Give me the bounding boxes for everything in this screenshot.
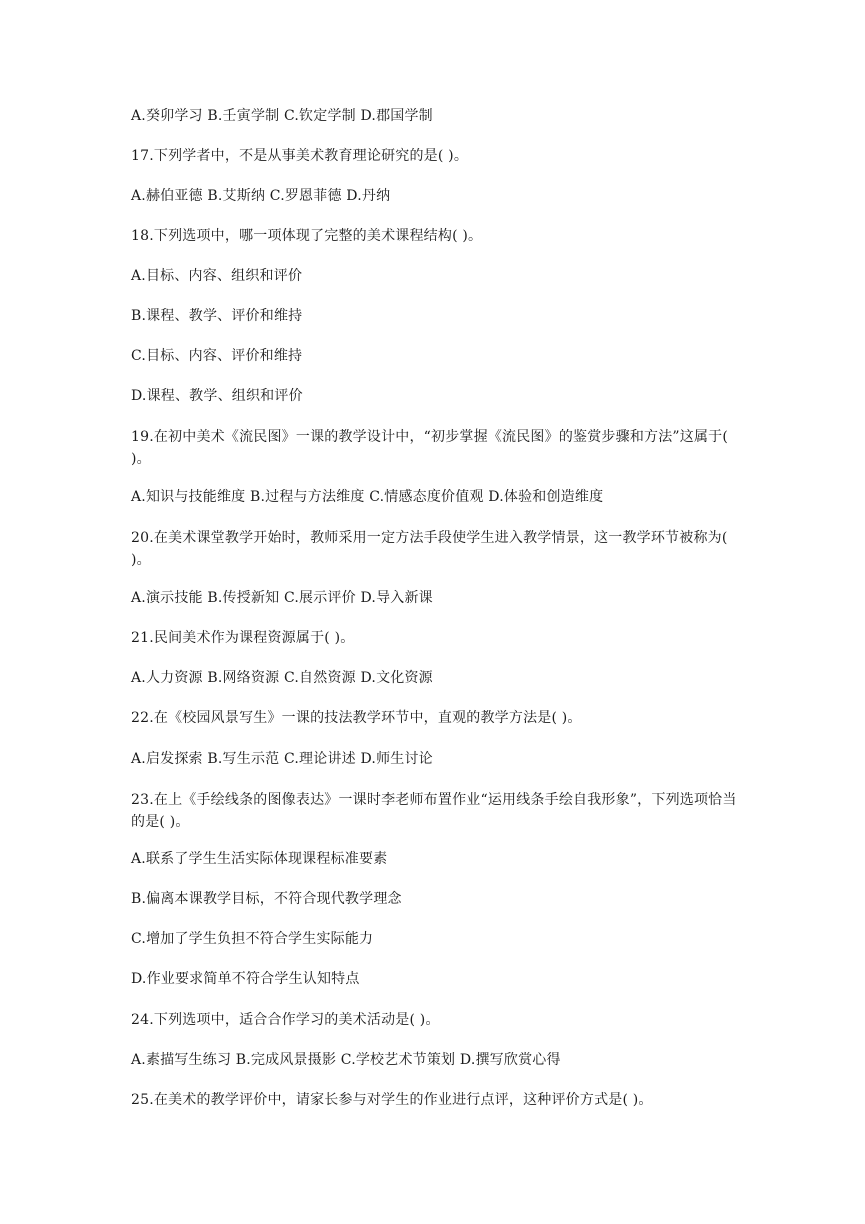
q24-options: A.素描写生练习 B.完成风景摄影 C.学校艺术节策划 D.撰写欣赏心得 <box>131 1052 561 1068</box>
q20-question: 20.在美术课堂教学开始时，教师采用一定方法手段使学生进入教学情景，这一教学环节被称为( )。 <box>131 530 728 568</box>
q22-question: 22.在《校园风景写生》一课的技法教学环节中，直观的教学方法是( )。 <box>131 710 582 726</box>
q23-option-a: A.联系了学生生活实际体现课程标准要素 <box>131 851 388 867</box>
q17-question: 17.下列学者中，不是从事美术教育理论研究的是( )。 <box>131 148 469 164</box>
q21-question: 21.民间美术作为课程资源属于( )。 <box>131 630 355 646</box>
q18-question: 18.下列选项中，哪一项体现了完整的美术课程结构( )。 <box>131 228 483 244</box>
q23-question: 23.在上《手绘线条的图像表达》一课时李老师布置作业“运用线条手绘自我形象”，下列选项恰当的是( )。 <box>131 792 737 830</box>
q22-options: A.启发探索 B.写生示范 C.理论讲述 D.师生讨论 <box>131 751 433 767</box>
q18-option-b: B.课程、教学、评价和维持 <box>131 308 303 324</box>
q21-options: A.人力资源 B.网络资源 C.自然资源 D.文化资源 <box>131 670 433 686</box>
q25-question: 25.在美术的教学评价中，请家长参与对学生的作业进行点评，这种评价方式是( )。 <box>131 1092 653 1108</box>
q16-options: A.癸卯学习 B.壬寅学制 C.钦定学制 D.郡国学制 <box>131 108 433 124</box>
q20-options: A.演示技能 B.传授新知 C.展示评价 D.导入新课 <box>131 590 433 606</box>
q23-option-c: C.增加了学生负担不符合学生实际能力 <box>131 931 374 947</box>
q23-option-d: D.作业要求简单不符合学生认知特点 <box>131 971 360 987</box>
q17-options: A.赫伯亚德 B.艾斯纳 C.罗恩菲德 D.丹纳 <box>131 188 391 204</box>
q19-options: A.知识与技能维度 B.过程与方法维度 C.情感态度价值观 D.体验和创造维度 <box>131 489 604 505</box>
q18-option-a: A.目标、内容、组织和评价 <box>131 268 303 284</box>
q19-question: 19.在初中美术《流民图》一课的教学设计中，“初步掌握《流民图》的鉴赏步骤和方法”这属于( )。 <box>131 429 729 467</box>
q18-option-c: C.目标、内容、评价和维持 <box>131 348 303 364</box>
q23-option-b: B.偏离本课教学目标，不符合现代教学理念 <box>131 891 402 907</box>
q18-option-d: D.课程、教学、组织和评价 <box>131 388 303 404</box>
q24-question: 24.下列选项中，适合合作学习的美术活动是( )。 <box>131 1012 440 1028</box>
